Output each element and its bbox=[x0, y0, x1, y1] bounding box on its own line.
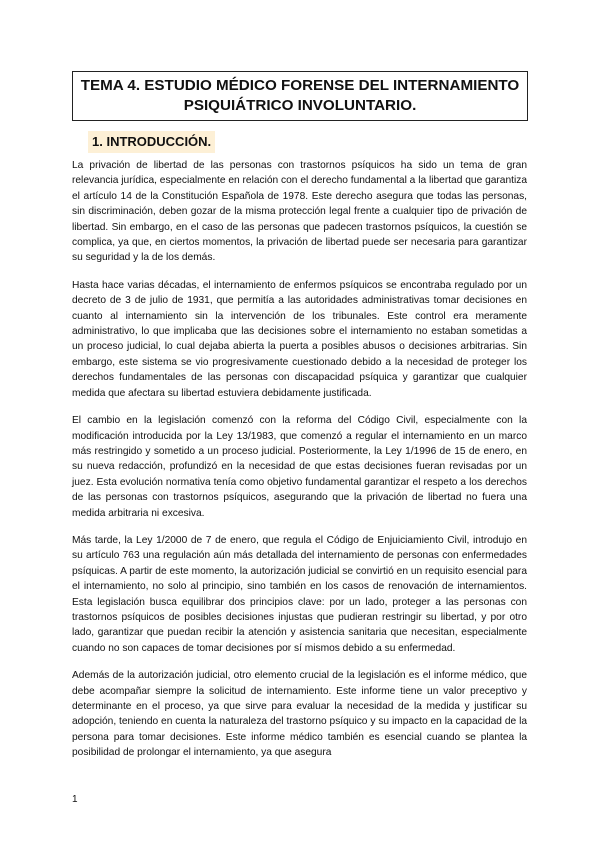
page-number: 1 bbox=[72, 794, 78, 805]
page-title-line-2: PSIQUIÁTRICO INVOLUNTARIO. bbox=[183, 97, 417, 114]
section-heading-introduccion: 1. INTRODUCCIÓN. bbox=[88, 131, 215, 153]
body-text bbox=[72, 158, 527, 773]
page-title-box bbox=[72, 71, 528, 121]
paragraph: El cambio en la legislación comenzó con la reforma del Código Civil, especialmente con la modificación introducida por la Ley 13/1983, que comenzó a regular el internamiento en un marco más restringido y sometido a un proceso judicial. Posteriormente, la Ley 1/1996 de 15 de enero, en su nueva redacción, profundizó en la necesidad de que estas decisiones fueran revisadas por un juez. Esta evolución normativa tenía como objetivo fundamental garantizar el respeto a los derechos de las personas con trastornos psíquicos, asegurando que la privación de libertad no fuera una medida arbitraria ni excesiva. bbox=[72, 415, 527, 519]
paragraph: Hasta hace varias décadas, el internamiento de enfermos psíquicos se encontraba regulado por un decreto de 3 de julio de 1931, que permitía a las autoridades administrativas tomar decisiones en cuanto al internamiento sin la intervención de los tribunales. Este control era meramente administrativo, lo que implicaba que las decisiones sobre el internamiento no estaban sometidas a un proceso judicial, lo cual dejaba abierta la puerta a posibles abusos o decisiones arbitrarias. Sin embargo, este sistema se vio progresivamente cuestionado debido a la necesidad de proteger los derechos fundamentales de las personas con discapacidad psíquica y garantizar que cualquier medida que afectara su libertad estuviera debidamente justificada. bbox=[72, 279, 527, 399]
paragraph: Además de la autorización judicial, otro elemento crucial de la legislación es el informe médico, que debe acompañar siempre la solicitud de internamiento. Este informe tiene un valor preceptivo y determinante en el proceso, ya que sirve para evaluar la necesidad de la medida y justificar su adopción, teniendo en cuenta la naturaleza del trastorno psíquico y su impacto en la capacidad de la persona para tomar decisiones. Este informe médico también es esencial cuando se plantea la posibilidad de prolongar el internamiento, ya que asegura bbox=[72, 670, 527, 759]
paragraph: Más tarde, la Ley 1/2000 de 7 de enero, que regula el Código de Enjuiciamiento Civil, introdujo en su artículo 763 una regulación aún más detallada del internamiento de personas con enfermedades psíquicas. A partir de este momento, la autorización judicial se convirtió en un requisito esencial para el internamiento, no solo al principio, sino también en los casos de renovación de internamientos. Esta legislación busca equilibrar dos principios clave: por un lado, proteger a las personas con trastornos psíquicos de posibles decisiones injustas que pudieran restringir su libertad, y por otro lado, garantizar que puedan recibir la atención y asistencia sanitaria que necesitan, especialmente cuando no son capaces de tomar decisiones por sí mismos debido a su enfermedad. bbox=[72, 534, 527, 654]
paragraph: La privación de libertad de las personas con trastornos psíquicos ha sido un tema de gran relevancia jurídica, especialmente en relación con el derecho fundamental a la libertad que garantiza el artículo 14 de la Constitución Española de 1978. Este derecho asegura que todas las personas, sin discriminación, deben gozar de la misma protección legal frente a cualquier tipo de privación de libertad. Sin embargo, en el caso de las personas que padecen trastornos psíquicos, la cuestión se complica, ya que, en ciertos momentos, la privación de libertad puede ser necesaria para garantizar su seguridad y la de los demás. bbox=[72, 160, 527, 264]
page-title-line-1: TEMA 4. ESTUDIO MÉDICO FORENSE DEL INTERNAMIENTO bbox=[80, 77, 520, 94]
